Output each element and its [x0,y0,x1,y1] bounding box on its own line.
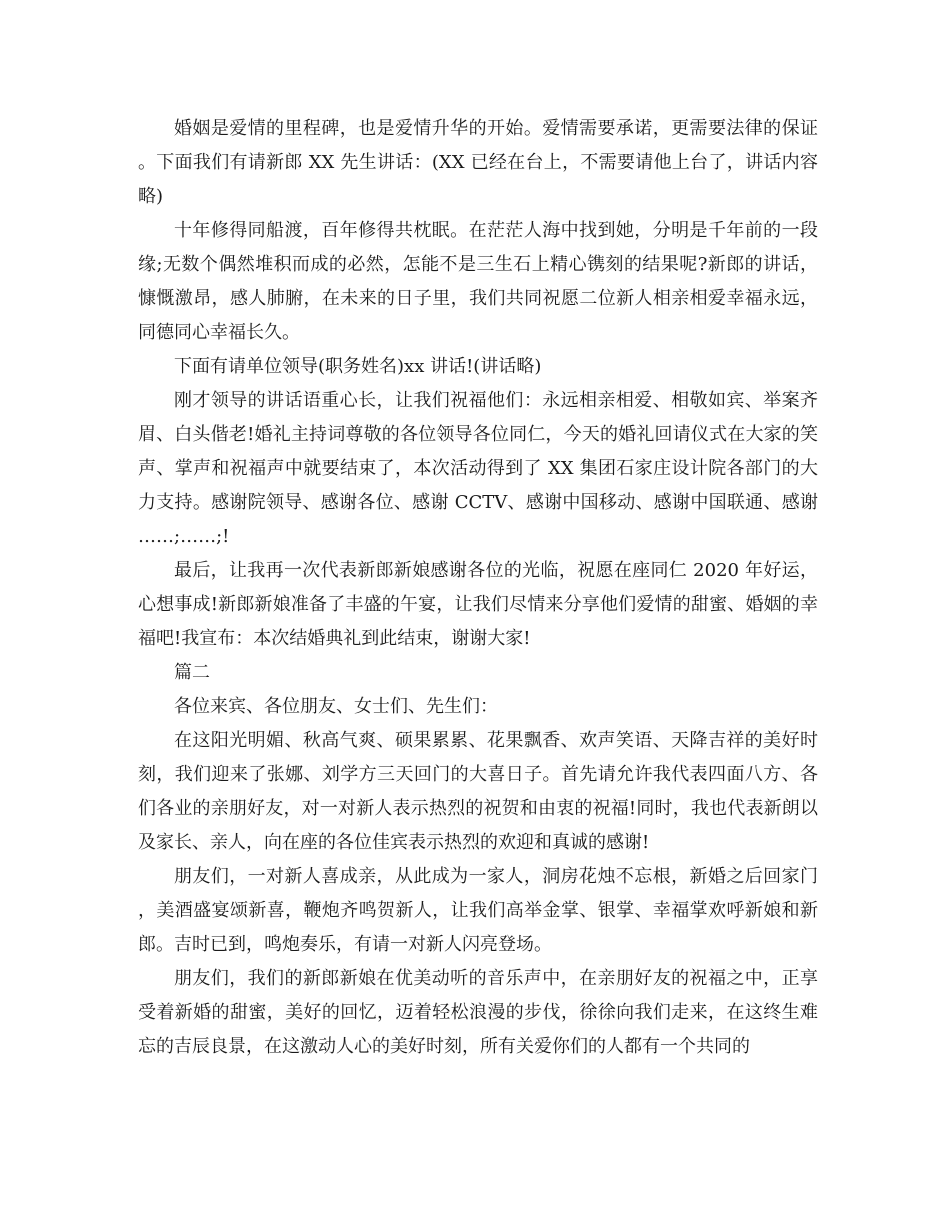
paragraph: 婚姻是爱情的里程碑，也是爱情升华的开始。爱情需要承诺，更需要法律的保证。下面我们有请新郎 XX 先生讲话：(XX 已经在台上，不需要请他上台了，讲话内容略) [138,118,818,207]
paragraph: 最后，让我再一次代表新郎新娘感谢各位的光临，祝愿在座同仁 2020 年好运，心想事成!新郎新娘准备了丰盛的午宴，让我们尽情来分享他们爱情的甜蜜、婚姻的幸福吧!我宣布：本次结婚典礼到此结束，谢谢大家! [138,560,818,649]
document-body [138,112,818,1064]
paragraph: 朋友们，一对新人喜成亲，从此成为一家人，洞房花烛不忘根，新婚之后回家门，美酒盛宴颂新喜，鞭炮齐鸣贺新人，让我们高举金掌、银掌、幸福掌欢呼新娘和新郎。吉时已到，鸣炮奏乐，有请一对新人闪亮登场。 [138,866,818,955]
greeting: 各位来宾、各位朋友、女士们、先生们： [174,696,498,717]
paragraph: 下面有请单位领导(职务姓名)xx 讲话!(讲话略) [174,356,542,377]
section-title: 篇二 [174,662,210,683]
paragraph: 刚才领导的讲话语重心长，让我们祝福他们：永远相亲相爱、相敬如宾、举案齐眉、白头偕老!婚礼主持词尊敬的各位领导各位同仁，今天的婚礼回请仪式在大家的笑声、掌声和祝福声中就要结束了，本次活动得到了 XX 集团石家庄设计院各部门的大力支持。感谢院领导、感谢各位、感谢 CCTV、感谢中国移动、感谢中国联通、感谢……;……;! [138,390,818,547]
paragraph: 十年修得同船渡，百年修得共枕眠。在茫茫人海中找到她，分明是千年前的一段缘;无数个偶然堆积而成的必然，怎能不是三生石上精心镌刻的结果呢?新郎的讲话，慷慨激昂，感人肺腑，在未来的日子里，我们共同祝愿二位新人相亲相爱幸福永远，同德同心幸福长久。 [138,220,818,343]
paragraph: 在这阳光明媚、秋高气爽、硕果累累、花果飘香、欢声笑语、天降吉祥的美好时刻，我们迎来了张娜、刘学方三天回门的大喜日子。首先请允许我代表四面八方、各们各业的亲朋好友，对一对新人表示热烈的祝贺和由衷的祝福!同时，我也代表新朗以及家长、亲人，向在座的各位佳宾表示热烈的欢迎和真诚的感谢! [138,730,818,853]
paragraph: 朋友们，我们的新郎新娘在优美动听的音乐声中，在亲朋好友的祝福之中，正享受着新婚的甜蜜，美好的回忆，迈着轻松浪漫的步伐，徐徐向我们走来，在这终生难忘的吉辰良景，在这激动人心的美好时刻，所有关爱你们的人都有一个共同的 [138,968,818,1057]
